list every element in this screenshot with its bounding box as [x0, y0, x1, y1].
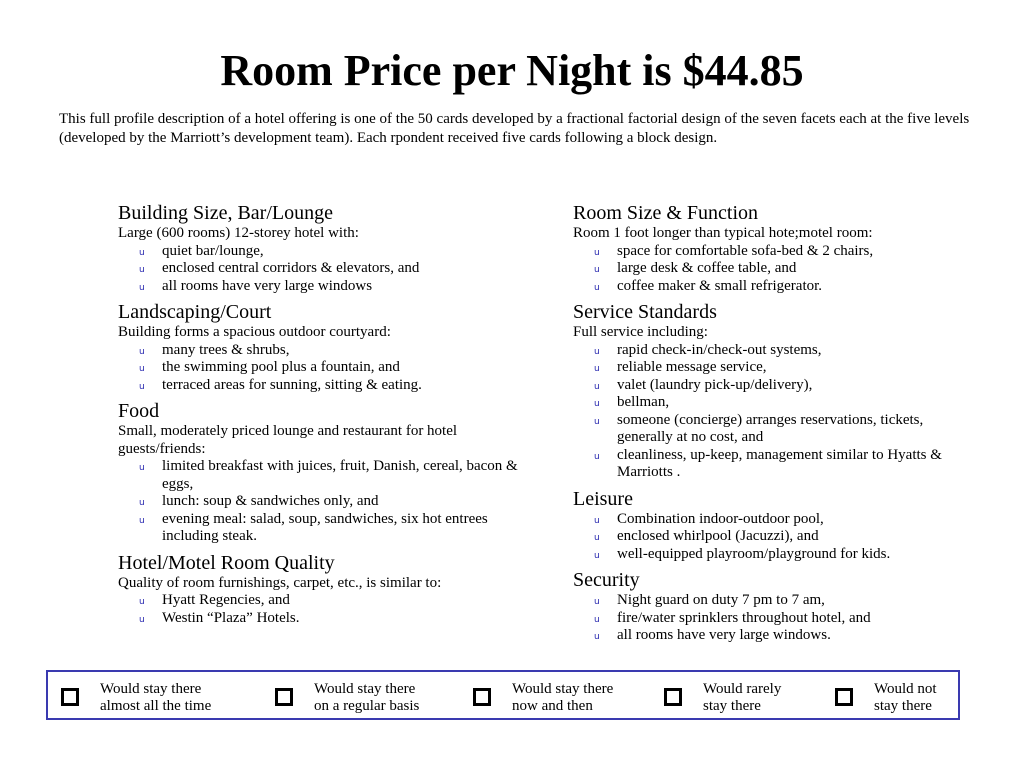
- section-description: Full service including:: [573, 324, 708, 340]
- section-landscaping-court: [118, 301, 518, 394]
- bullet-text: reliable message service,: [617, 359, 767, 375]
- bullet-item: [594, 545, 973, 564]
- option-label-line2: stay there: [874, 697, 932, 714]
- bullet-text: someone (concierge) arranges reservations, tickets, generally at no cost, and: [617, 411, 924, 445]
- checkbox-1[interactable]: [61, 688, 79, 706]
- bullet-text: quiet bar/lounge,: [162, 242, 264, 259]
- bullet-icon: u: [139, 498, 145, 508]
- bullet-list: [118, 243, 518, 296]
- section-room-size-function: [573, 202, 973, 295]
- section-title: Security: [573, 569, 640, 591]
- bullet-icon: u: [594, 265, 600, 275]
- bullet-text: all rooms have very large windows.: [617, 627, 831, 643]
- bullet-icon: u: [594, 416, 600, 427]
- section-description: Quality of room furnishings, carpet, etc., is similar to:: [118, 574, 442, 591]
- bullet-text: space for comfortable sofa-bed & 2 chairs,: [617, 242, 874, 259]
- bullet-item: [594, 394, 973, 412]
- bullet-item: [594, 446, 973, 482]
- bullet-text: coffee maker & small refrigerator.: [617, 277, 823, 294]
- bullet-icon: u: [594, 515, 600, 526]
- option-label-line1: Would not: [874, 681, 937, 697]
- bullet-text: lunch: soup & sandwiches only, and: [162, 493, 379, 509]
- bullet-item: [594, 592, 973, 610]
- option-label: [314, 681, 464, 714]
- bullet-item: [594, 277, 973, 296]
- section-food: [118, 400, 518, 546]
- option-label-line2: almost all the time: [100, 697, 212, 714]
- bullet-icon: u: [139, 346, 145, 357]
- bullet-item: [139, 458, 518, 493]
- bullet-text: Westin “Plaza” Hotels.: [162, 609, 300, 626]
- bullet-text: Night guard on duty 7 pm to 7 am,: [617, 592, 825, 608]
- checkbox-2[interactable]: [275, 688, 293, 706]
- bullet-item: [139, 277, 518, 296]
- bullet-item: [594, 376, 973, 395]
- bullet-item: [139, 260, 518, 278]
- bullet-text: enclosed central corridors & elevators, and: [162, 260, 420, 276]
- section-description: Small, moderately priced lounge and restaurant for hotel guests/friends:: [118, 423, 458, 457]
- left-column: [118, 202, 518, 633]
- bullet-icon: u: [594, 614, 600, 625]
- bullet-text: enclosed whirlpool (Jacuzzi), and: [617, 528, 819, 544]
- bullet-icon: u: [594, 282, 600, 293]
- bullet-item: [139, 376, 518, 395]
- bullet-text: bellman,: [617, 394, 670, 410]
- section-leisure: [573, 488, 973, 564]
- section-hotel-motel-room-quality: [118, 552, 518, 628]
- bullet-list: [118, 592, 518, 627]
- bullet-text: Combination indoor-outdoor pool,: [617, 510, 824, 527]
- bullet-icon: u: [594, 533, 600, 543]
- bullet-icon: u: [594, 451, 600, 462]
- bullet-item: [139, 359, 518, 377]
- section-description: Room 1 foot longer than typical hote;motel room:: [573, 225, 873, 241]
- section-title: Food: [118, 400, 160, 422]
- bullet-text: evening meal: salad, soup, sandwiches, six hot entrees including steak.: [162, 510, 488, 544]
- bullet-item: [594, 359, 973, 377]
- bullet-item: [139, 592, 518, 610]
- section-title: Room Size & Function: [573, 202, 758, 224]
- option-label: [512, 681, 662, 714]
- bullet-icon: u: [139, 265, 145, 275]
- checkbox-3[interactable]: [473, 688, 491, 706]
- section-building-size-bar-lounge: [118, 202, 518, 295]
- bullet-icon: u: [139, 381, 145, 392]
- section-description: Large (600 rooms) 12-storey hotel with:: [118, 225, 359, 241]
- bullet-list: [573, 342, 973, 482]
- bullet-icon: u: [594, 399, 600, 409]
- bullet-text: cleanliness, up-keep, management similar to Hyatts & Marriotts .: [617, 446, 942, 480]
- right-column: [573, 202, 973, 651]
- option-label-line1: Would stay there: [100, 681, 202, 697]
- bullet-text: the swimming pool plus a fountain, and: [162, 359, 400, 375]
- bullet-list: [573, 511, 973, 564]
- option-label: [703, 681, 853, 714]
- section-title: Landscaping/Court: [118, 301, 272, 323]
- option-label-line2: now and then: [512, 697, 593, 714]
- bullet-text: limited breakfast with juices, fruit, Danish, cereal, bacon & eggs,: [162, 458, 518, 492]
- bullet-item: [594, 260, 973, 278]
- bullet-text: large desk & coffee table, and: [617, 260, 797, 276]
- section-service-standards: [573, 301, 973, 482]
- section-title: Service Standards: [573, 301, 717, 323]
- bullet-item: [594, 510, 973, 529]
- bullet-item: [139, 609, 518, 628]
- option-label-line2: on a regular basis: [314, 697, 420, 714]
- bullet-icon: u: [594, 346, 600, 357]
- bullet-text: terraced areas for sunning, sitting & eating.: [162, 376, 422, 393]
- option-label: [874, 681, 1024, 714]
- section-description: Building forms a spacious outdoor courtyard:: [118, 324, 391, 340]
- section-title: Building Size, Bar/Lounge: [118, 202, 333, 224]
- bullet-text: all rooms have very large windows: [162, 277, 373, 294]
- bullet-text: valet (laundry pick-up/delivery),: [617, 376, 813, 393]
- bullet-icon: u: [594, 364, 600, 374]
- bullet-text: Hyatt Regencies, and: [162, 592, 290, 608]
- option-label: [100, 681, 250, 714]
- bullet-icon: u: [594, 381, 600, 392]
- option-label-line1: Would rarely: [703, 681, 782, 697]
- bullet-text: many trees & shrubs,: [162, 341, 290, 358]
- bullet-icon: u: [594, 632, 600, 642]
- response-options-box: [46, 670, 960, 720]
- bullet-list: [573, 243, 973, 296]
- bullet-item: [594, 242, 973, 261]
- bullet-text: well-equipped playroom/playground for kids.: [617, 545, 891, 562]
- bullet-icon: u: [594, 597, 600, 607]
- checkbox-5[interactable]: [835, 688, 853, 706]
- section-security: [573, 569, 973, 645]
- bullet-item: [139, 510, 518, 546]
- bullet-icon: u: [139, 364, 145, 374]
- bullet-list: [573, 592, 973, 645]
- bullet-icon: u: [139, 614, 145, 625]
- page-title: Room Price per Night is $44.85: [220, 46, 804, 95]
- bullet-item: [139, 341, 518, 360]
- bullet-icon: u: [594, 247, 600, 258]
- intro-paragraph: This full profile description of a hotel offering is one of the 50 cards developed by a fractional factorial design of the seven facets each at the five levels (developed by the Marriott’s development team). Each rpondent received five cards following a block design.: [59, 111, 970, 146]
- bullet-icon: u: [139, 597, 145, 607]
- bullet-list: [118, 342, 518, 395]
- checkbox-4[interactable]: [664, 688, 682, 706]
- option-label-line1: Would stay there: [314, 681, 416, 697]
- bullet-item: [594, 341, 973, 360]
- bullet-item: [594, 528, 973, 546]
- bullet-item: [594, 627, 973, 645]
- bullet-icon: u: [594, 550, 600, 561]
- bullet-text: fire/water sprinklers throughout hotel, and: [617, 609, 871, 626]
- bullet-item: [594, 609, 973, 628]
- bullet-item: [594, 411, 973, 447]
- bullet-icon: u: [139, 463, 145, 473]
- section-title: Hotel/Motel Room Quality: [118, 551, 335, 574]
- bullet-icon: u: [139, 515, 145, 526]
- bullet-list: [118, 458, 518, 546]
- bullet-item: [139, 493, 518, 511]
- section-title: Leisure: [573, 487, 633, 510]
- bullet-icon: u: [139, 282, 145, 293]
- bullet-item: [139, 242, 518, 261]
- option-label-line1: Would stay there: [512, 681, 614, 697]
- bullet-text: rapid check-in/check-out systems,: [617, 341, 822, 358]
- bullet-icon: u: [139, 247, 145, 258]
- option-label-line2: stay there: [703, 697, 761, 714]
